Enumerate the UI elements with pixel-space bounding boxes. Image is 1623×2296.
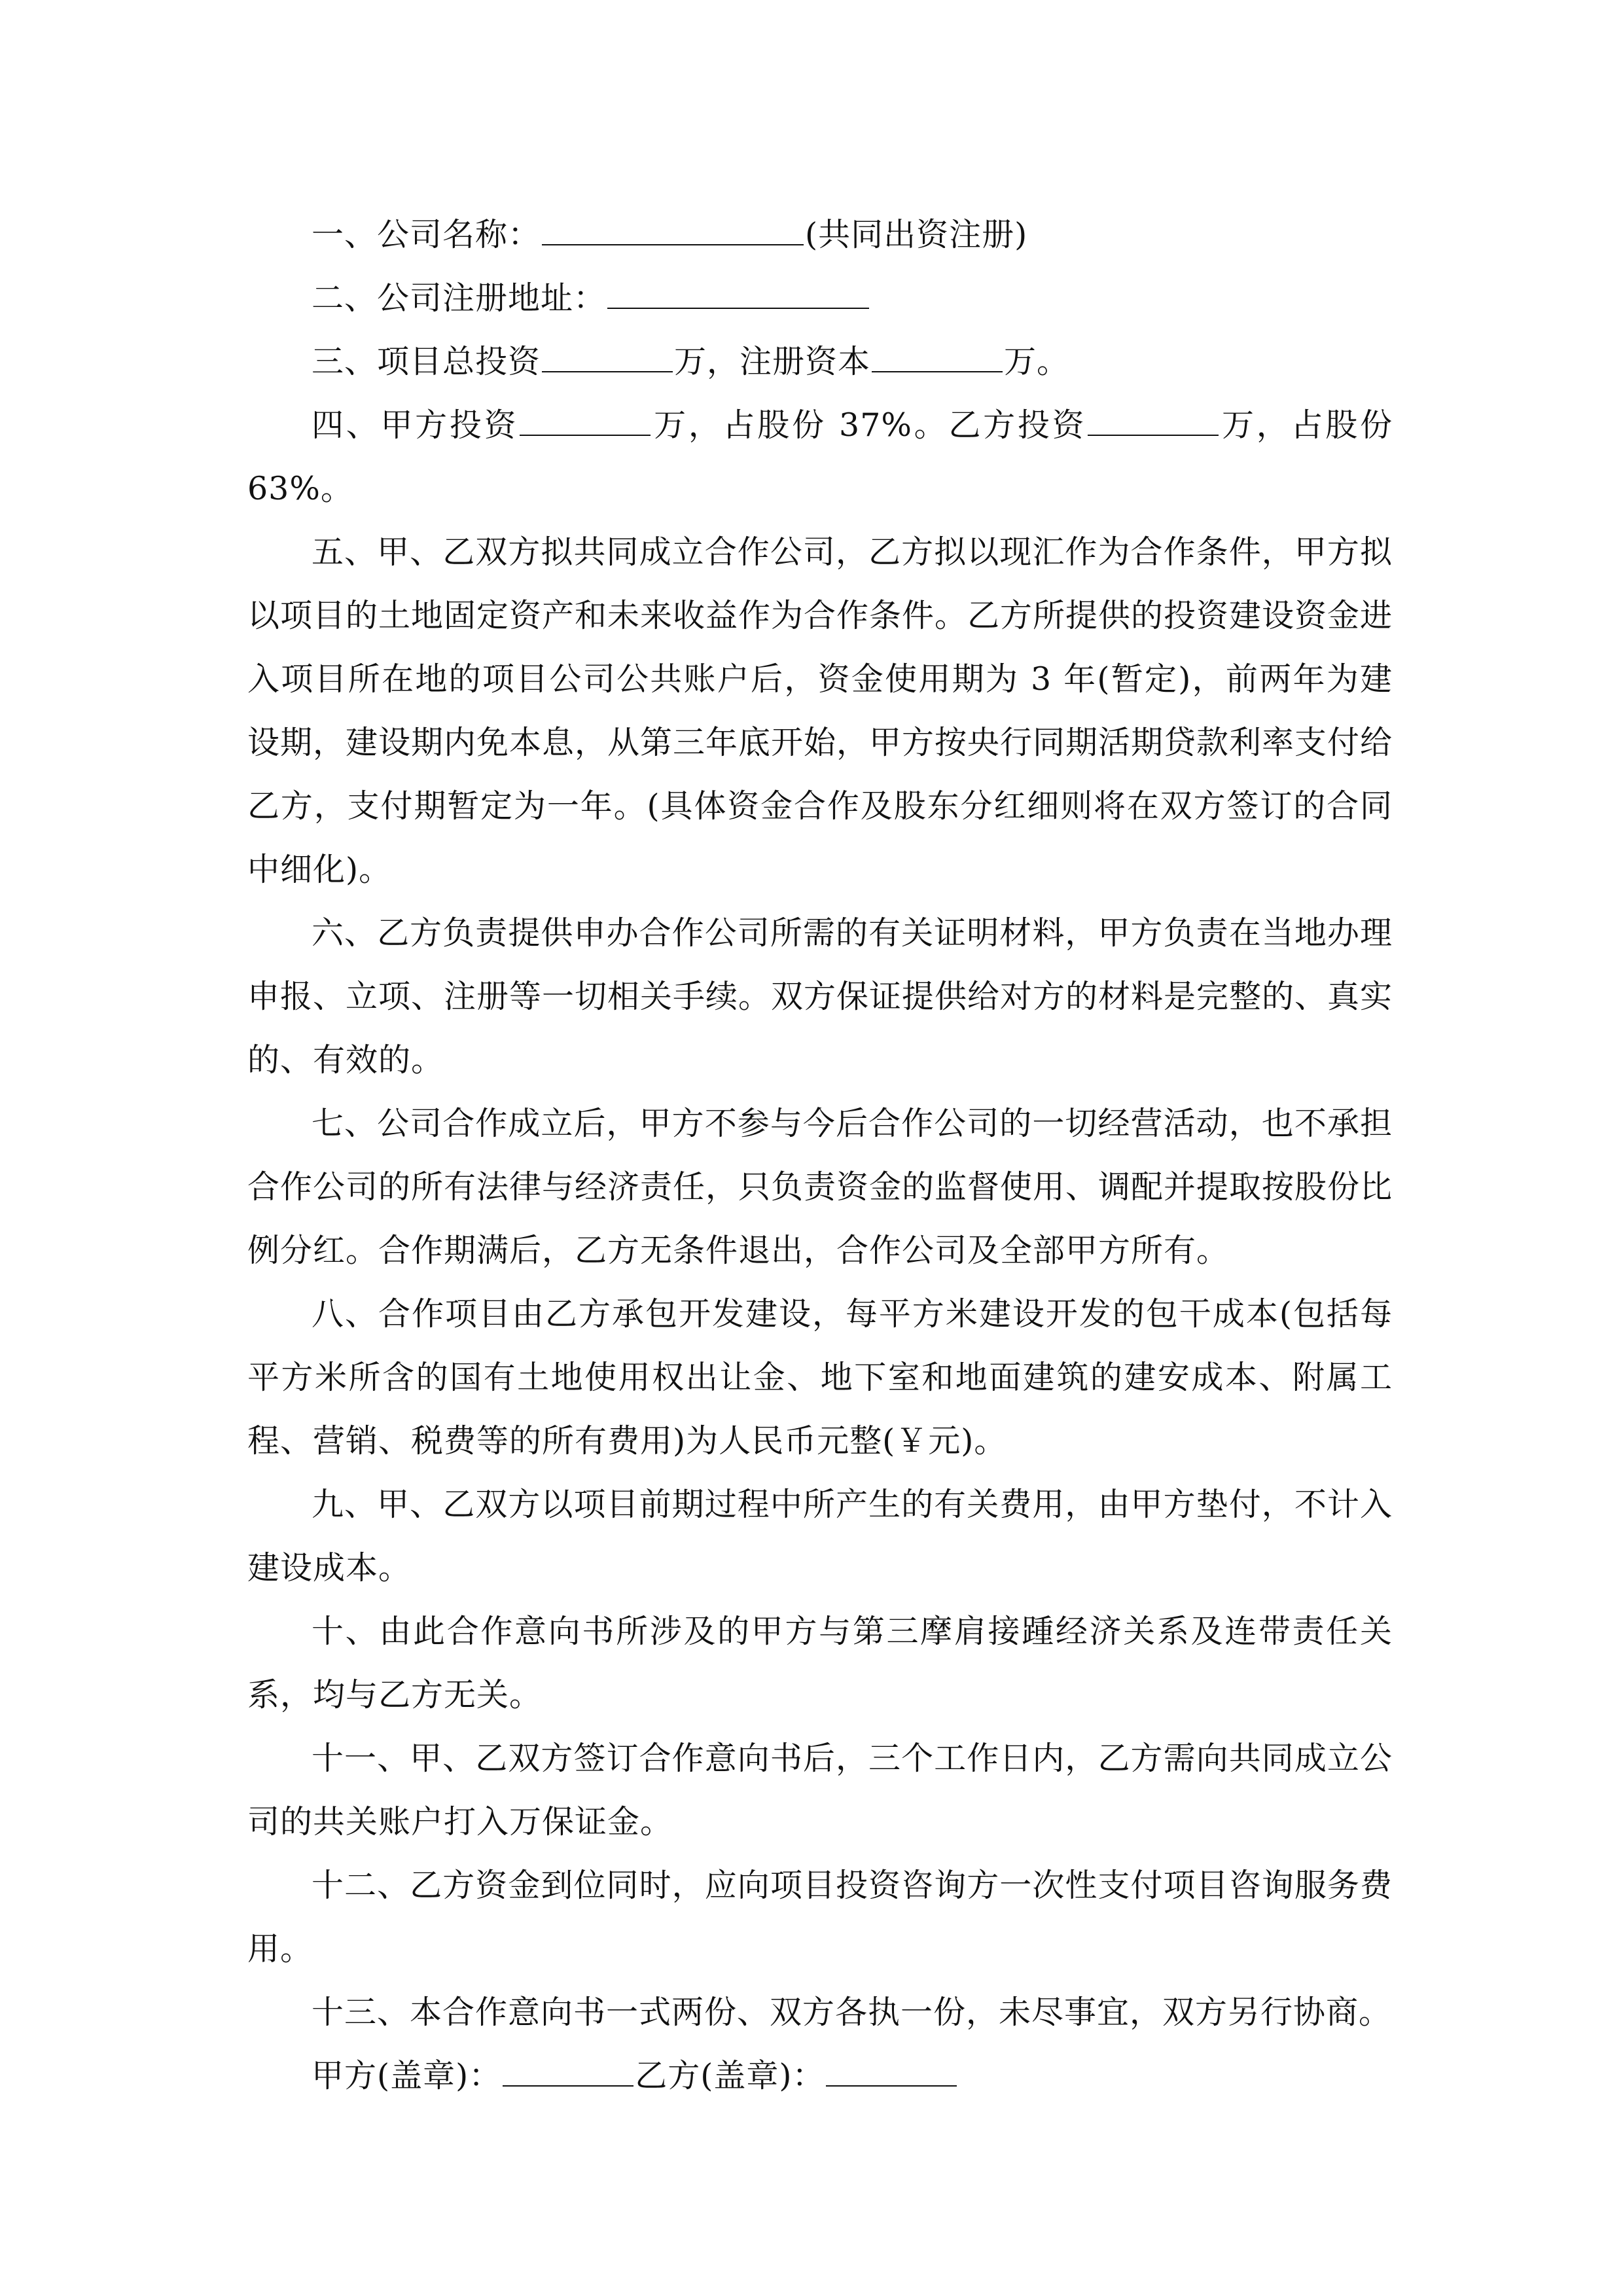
registered-address-blank xyxy=(607,275,869,309)
clause-3-mid: 万，注册资本 xyxy=(674,343,871,380)
clause-2 xyxy=(247,266,1393,330)
total-investment-blank xyxy=(542,338,673,372)
clause-1-suffix: (共同出资注册) xyxy=(805,216,1028,253)
clause-4-suffix: 万，占股份 63%。 xyxy=(247,406,1393,507)
clause-3-label: 三、项目总投资 xyxy=(312,343,541,380)
clause-2-label: 二、公司注册地址： xyxy=(312,279,607,317)
clause-10: 十、由此合作意向书所涉及的甲方与第三摩肩接踵经济关系及连带责任关系，均与乙方无关。 xyxy=(247,1613,1393,1713)
clause-13: 十三、本合作意向书一式两份、双方各执一份，未尽事宜，双方另行协商。 xyxy=(312,1994,1392,2031)
agreement-body xyxy=(247,203,1393,2108)
signature-line xyxy=(247,2044,1393,2108)
clause-4 xyxy=(247,393,1393,520)
party-a-seal-blank xyxy=(503,2053,633,2087)
registered-capital-blank xyxy=(872,338,1003,372)
clause-1-label: 一、公司名称： xyxy=(312,216,541,253)
party-b-seal-label: 乙方(盖章)： xyxy=(635,2057,825,2094)
clause-4-label: 四、甲方投资 xyxy=(312,406,519,444)
clause-8: 八、合作项目由乙方承包开发建设，每平方米建设开发的包干成本(包括每平方米所含的国有土地使用权出让金、地下室和地面建筑的建安成本、附属工程、营销、税费等的所有费用)为人民币元整(￥元)。 xyxy=(247,1295,1393,1460)
clause-9: 九、甲、乙双方以项目前期过程中所产生的有关费用，由甲方垫付，不计入建设成本。 xyxy=(247,1486,1393,1587)
clause-3-suffix: 万。 xyxy=(1004,343,1070,380)
party-b-seal-blank xyxy=(826,2053,957,2087)
clause-4-mid: 万，占股份 37%。乙方投资 xyxy=(652,406,1087,444)
party-a-investment-blank xyxy=(520,402,651,436)
clause-5: 五、甲、乙双方拟共同成立合作公司，乙方拟以现汇作为合作条件，甲方拟以项目的土地固定资产和未来收益作为合作条件。乙方所提供的投资建设资金进入项目所在地的项目公司公共账户后，资金使用期为 3 年(暂定)，前两年为建设期，建设期内免本息，从第三年底开始，甲方按央行同期活期贷款利率支付给乙方，支付期暂定为一年。(具体资金合作及股东分红细则将在双方签订的合同中细化)。 xyxy=(247,533,1393,888)
clause-6: 六、乙方负责提供申办合作公司所需的有关证明材料，甲方负责在当地办理申报、立项、注册等一切相关手续。双方保证提供给对方的材料是完整的、真实的、有效的。 xyxy=(247,914,1393,1079)
company-name-blank xyxy=(542,211,804,245)
clause-3 xyxy=(247,330,1393,393)
party-b-investment-blank xyxy=(1088,402,1219,436)
clause-1 xyxy=(247,203,1393,266)
party-a-seal-label: 甲方(盖章)： xyxy=(312,2057,502,2094)
clause-7: 七、公司合作成立后，甲方不参与今后合作公司的一切经营活动，也不承担合作公司的所有法律与经济责任，只负责资金的监督使用、调配并提取按股份比例分红。合作期满后，乙方无条件退出，合作公司及全部甲方所有。 xyxy=(247,1105,1393,1269)
clause-12: 十二、乙方资金到位同时，应向项目投资咨询方一次性支付项目咨询服务费用。 xyxy=(247,1867,1393,1967)
clause-11: 十一、甲、乙双方签订合作意向书后，三个工作日内，乙方需向共同成立公司的共关账户打入万保证金。 xyxy=(247,1740,1393,1840)
